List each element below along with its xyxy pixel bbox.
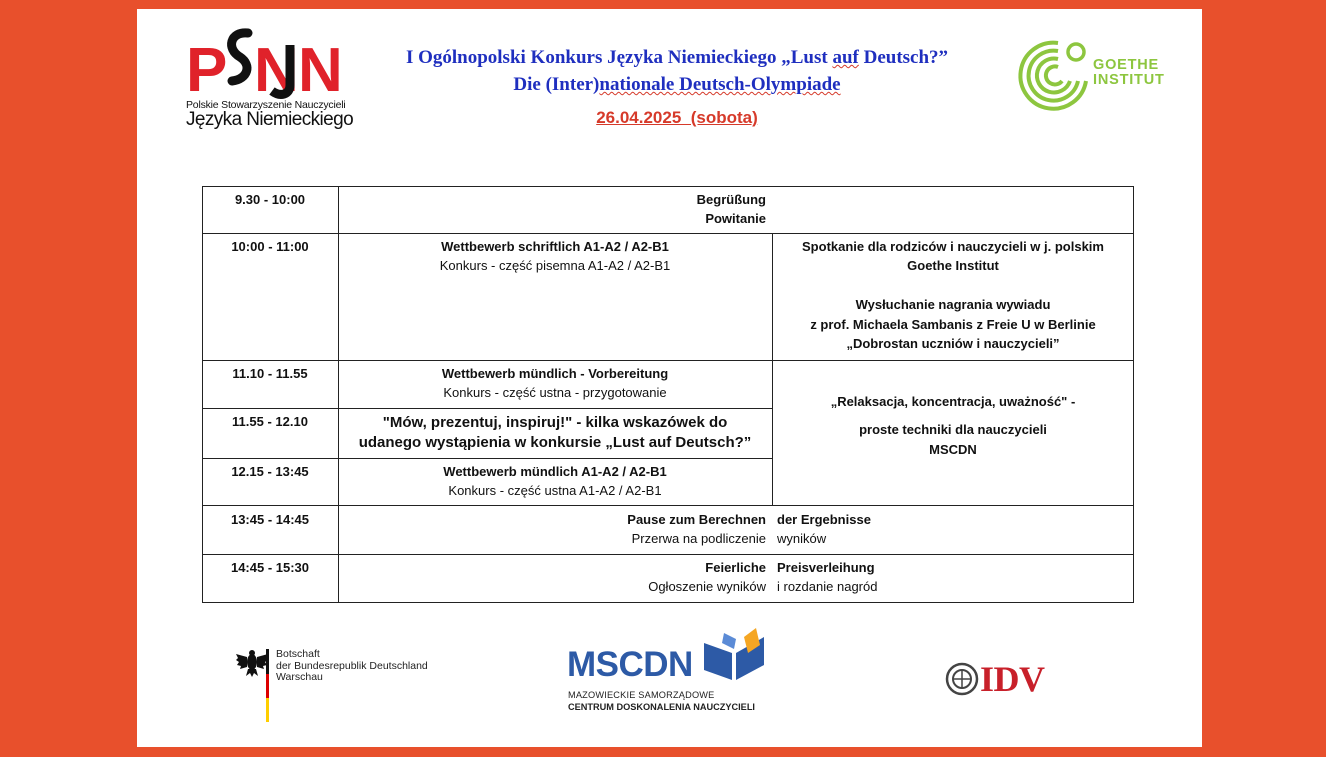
goethe-spiral-icon	[1014, 39, 1090, 113]
goethe-line-1: GOETHE	[1093, 57, 1160, 73]
globe-icon	[945, 662, 979, 696]
row-2-time: 10:00 - 11:00	[231, 239, 309, 254]
row-6-pl-left: Przerwa na podliczenie	[631, 531, 766, 546]
event-date: 26.04.2025 (sobota)	[596, 108, 758, 127]
parallel-1-line-4: z prof. Michaela Sambanis z Freie U w Berlinie	[810, 317, 1096, 332]
flag-stripe-gold	[266, 698, 269, 722]
title-part-3: Deutsch?”	[858, 47, 949, 68]
embassy-line-3: Warschau	[276, 671, 323, 683]
goethe-institut-logo	[1014, 39, 1174, 113]
row-7-pl-right: i rozdanie nagród	[777, 579, 878, 594]
title-part-2: auf	[832, 47, 859, 68]
embassy-line-1: Botschaft	[276, 648, 320, 660]
mscdn-wordmark: MSCDN	[567, 645, 693, 684]
row-4-time: 11.55 - 12.10	[232, 414, 308, 429]
mscdn-logo	[565, 625, 775, 720]
open-book-icon	[702, 625, 768, 680]
row-6-de-left: Pause zum Berechnen	[627, 512, 766, 527]
row-3-de: Wettbewerb mündlich - Vorbereitung	[441, 366, 669, 381]
row-5-pl: Konkurs - część ustna A1-A2 / A2-B1	[448, 483, 662, 498]
row-3-time: 11.10 - 11.55	[232, 366, 308, 381]
row-2-pl: Konkurs - część pisemna A1-A2 / A2-B1	[439, 258, 671, 273]
parallel-1-line-2: Goethe Institut	[907, 258, 999, 273]
document-sheet	[137, 9, 1202, 747]
row-7-de-left: Feierliche	[705, 560, 766, 575]
subtitle-part-1: Die (Inter)	[513, 74, 600, 95]
psnjn-logo-mark	[186, 27, 356, 99]
title-part-1: I Ogólnopolski Konkurs Języka Niemieckiego „Lust	[405, 47, 833, 68]
row-1-de: Begrüßung	[696, 192, 766, 207]
mscdn-subtitle-1: MAZOWIECKIE SAMORZĄDOWE	[568, 690, 715, 700]
row-7-time: 14:45 - 15:30	[230, 560, 310, 575]
psnjn-logo	[186, 27, 356, 131]
row-3-pl: Konkurs - część ustna - przygotowanie	[443, 385, 667, 400]
psnjn-subtitle-1: Polskie Stowarzyszenie Nauczycieli	[186, 99, 346, 111]
svg-text:N: N	[298, 36, 343, 99]
row-7-pl-left: Ogłoszenie wyników	[648, 579, 766, 594]
goethe-line-2: INSTITUT	[1093, 72, 1165, 88]
idv-logo	[945, 659, 1065, 699]
row-6-time: 13:45 - 14:45	[230, 512, 310, 527]
embassy-text	[276, 649, 428, 684]
row-2-de: Wettbewerb schriftlich A1-A2 / A2-B1	[441, 239, 669, 254]
row-6-pl-right: wyników	[777, 531, 827, 546]
idv-wordmark: IDV	[980, 659, 1045, 699]
goethe-logo-text	[1093, 58, 1165, 88]
contest-subtitle	[337, 74, 1017, 96]
parallel-2-line-3: MSCDN	[929, 442, 977, 457]
row-4-line-2: udanego wystąpienia w konkursie „Lust auf Deutsch?”	[358, 434, 752, 451]
schedule-table	[202, 186, 1134, 603]
row-1-time: 9.30 - 10:00	[234, 192, 306, 207]
flag-stripe-red	[266, 674, 269, 698]
parallel-2-line-1: „Relaksacja, koncentracja, uważność" -	[830, 394, 1076, 409]
parallel-1-line-5: „Dobrostan uczniów i nauczycieli”	[846, 336, 1060, 351]
row-1-pl: Powitanie	[705, 211, 766, 226]
svg-text:P: P	[186, 36, 224, 99]
psnjn-subtitle-2: Języka Niemieckiego	[186, 109, 354, 130]
parallel-2-line-2: proste techniki dla nauczycieli	[859, 422, 1047, 437]
contest-title	[337, 47, 1017, 69]
subtitle-part-2: nationale Deutsch-Olympiade	[599, 74, 841, 95]
eagle-icon	[235, 649, 269, 679]
row-6-de-right: der Ergebnisse	[777, 512, 871, 527]
flag-stripe-black	[266, 649, 269, 674]
embassy-line-2: der Bundesrepublik Deutschland	[276, 659, 428, 672]
row-5-de: Wettbewerb mündlich A1-A2 / A2-B1	[443, 464, 667, 479]
row-4-line-1: "Mów, prezentuj, inspiruj!" - kilka wskazówek do	[382, 414, 728, 431]
svg-text:N: N	[254, 36, 299, 99]
mscdn-subtitle-2: CENTRUM DOSKONALENIA NAUCZYCIELI	[568, 702, 755, 712]
parallel-1-line-1: Spotkanie dla rodziców i nauczycieli w j. polskim	[802, 239, 1104, 254]
row-7-de-right: Preisverleihung	[777, 560, 875, 575]
german-embassy-logo	[235, 649, 445, 719]
parallel-1-line-3: Wysłuchanie nagrania wywiadu	[855, 297, 1051, 312]
row-5-time: 12.15 - 13:45	[231, 464, 309, 479]
